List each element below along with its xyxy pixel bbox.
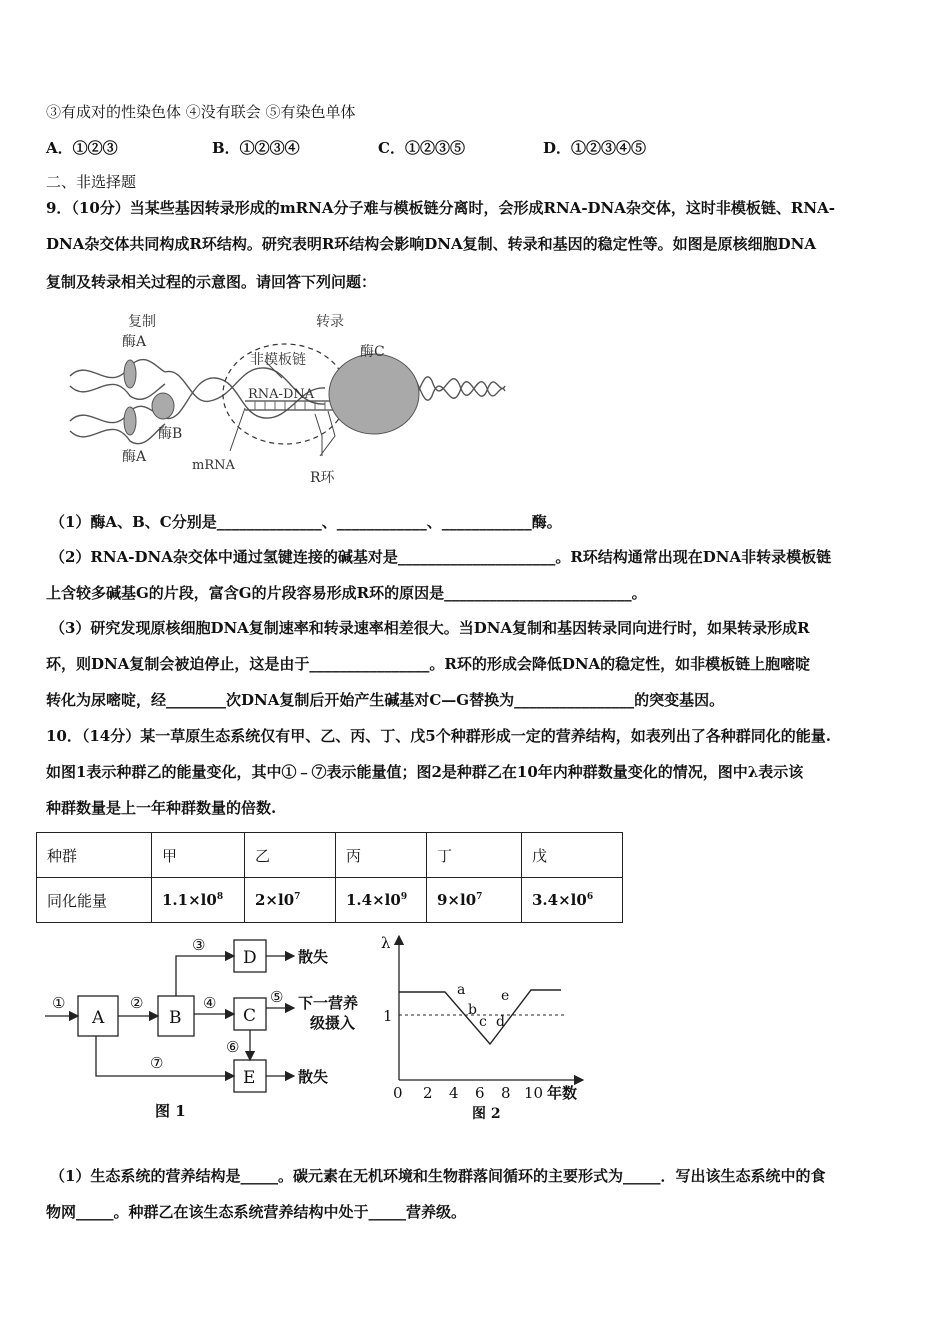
table-cell: $2\times l0^7$ [245, 878, 336, 923]
table-header-cell: 乙 [245, 833, 336, 878]
y-tick-1: 1 [383, 1007, 393, 1025]
node-e: E [243, 1068, 256, 1088]
q10-line1: 10．（14分）某一草原生态系统仅有甲、乙、丙、丁、戊5个种群形成一定的营养结构，如表列出了各种群同化的能量. [46, 727, 831, 745]
table-cell: $3.4\times l0^6$ [522, 878, 623, 923]
node-d: D [243, 948, 257, 968]
fig2-caption: 图 2 [472, 1106, 501, 1122]
fig1-caption: 图 1 [155, 1102, 186, 1120]
table-header-cell: 种群 [37, 833, 152, 878]
options-line: ③有成对的性染色体 ④没有联会 ⑤有染色单体 [46, 103, 356, 121]
label-transcription: 转录 [316, 314, 344, 330]
q9-sub2b: 上含较多碱基G的片段，富含G的片段容易形成R环的原因是_________________________。 [46, 584, 647, 602]
label-loss-d: 散失 [298, 948, 329, 966]
label-r-loop: R环 [310, 470, 335, 486]
x-tick: 10 [524, 1084, 544, 1102]
x-tick: 8 [501, 1084, 511, 1102]
point-d: d [496, 1014, 505, 1030]
x-tick: 4 [449, 1084, 459, 1102]
q9-line1: 9．（10分）当某些基因转录形成的mRNA分子难与模板链分离时，会形成RNA-DNA杂交体，这时非模板链、RNA- [46, 199, 835, 217]
lambda-chart [375, 928, 605, 1128]
q9-sub1: （1）酶A、B、C分别是______________、____________、____________酶。 [50, 513, 562, 531]
label-loss-e: 散失 [298, 1068, 329, 1086]
point-c: c [479, 1014, 487, 1030]
label-rna-dna: RNA-DNA [248, 387, 315, 402]
label-next-level-2: 级摄入 [310, 1014, 356, 1032]
x-axis-unit: 年数 [547, 1084, 578, 1102]
choice-c: C．①②③⑤ [378, 139, 465, 157]
arrow-label-4: ④ [203, 994, 217, 1012]
arrow-label-2: ② [130, 994, 144, 1012]
label-nontemplate-strand: 非模板链 [250, 352, 306, 368]
q10-line3: 种群数量是上一年种群数量的倍数. [46, 799, 277, 817]
q9-line3: 复制及转录相关过程的示意图。请回答下列问题： [46, 273, 377, 291]
energy-flow-figure [40, 928, 380, 1128]
x-tick: 6 [475, 1084, 485, 1102]
q10-line2: 如图1表示种群乙的能量变化，其中①﹣⑦表示能量值；图2是种群乙在10年内种群数量变化的情况，图中λ表示该 [46, 763, 804, 781]
label-mrna: mRNA [192, 458, 235, 473]
label-replication: 复制 [128, 314, 156, 330]
label-enzyme-b: 酶B [158, 426, 183, 442]
table-header-row [37, 833, 623, 878]
table-header-cell: 丙 [336, 833, 427, 878]
table-row [37, 878, 623, 923]
label-enzyme-a-bottom: 酶A [122, 449, 147, 465]
arrow-label-7: ⑦ [150, 1054, 164, 1072]
label-enzyme-a-top: 酶A [122, 334, 147, 350]
section-title: 二、非选择题 [46, 173, 137, 191]
choice-b: B．①②③④ [212, 139, 300, 157]
table-cell: $1.1\times l0^8$ [152, 878, 245, 923]
point-e: e [501, 988, 510, 1004]
label-next-level-1: 下一营养 [298, 994, 359, 1012]
node-b: B [169, 1008, 182, 1028]
arrow-label-3: ③ [192, 936, 206, 954]
q9-sub3c: 转化为尿嘧啶，经________次DNA复制后开始产生碱基对C—G替换为________________的突变基因。 [46, 691, 725, 709]
q10-sub1b: 物网_____。种群乙在该生态系统营养结构中处于_____营养级。 [46, 1203, 467, 1221]
table-row-label: 同化能量 [37, 878, 152, 923]
table-header-cell: 戊 [522, 833, 623, 878]
dna-figure [60, 306, 510, 496]
x-tick: 0 [393, 1084, 403, 1102]
arrow-label-1: ① [52, 994, 66, 1012]
table-header-cell: 甲 [152, 833, 245, 878]
label-enzyme-c: 酶C [360, 344, 385, 360]
arrow-label-5: ⑤ [270, 988, 284, 1006]
x-tick: 2 [423, 1084, 433, 1102]
table-header-cell: 丁 [427, 833, 522, 878]
table-cell: $1.4\times l0^9$ [336, 878, 427, 923]
point-b: b [468, 1002, 477, 1018]
choice-a: A．①②③ [46, 139, 118, 157]
node-c: C [243, 1006, 257, 1026]
q9-sub2a: （2）RNA-DNA杂交体中通过氢键连接的碱基对是_____________________。R环结构通常出现在DNA非转录模板链 [50, 548, 832, 566]
arrow-label-6: ⑥ [226, 1038, 240, 1056]
energy-table [36, 832, 623, 923]
q9-sub3a: （3）研究发现原核细胞DNA复制速率和转录速率相差很大。当DNA复制和基因转录同向进行时，如果转录形成R [50, 619, 810, 637]
q9-line2: DNA杂交体共同构成R环结构。研究表明R环结构会影响DNA复制、转录和基因的稳定性等。如图是原核细胞DNA [46, 235, 817, 253]
q9-sub3b: 环，则DNA复制会被迫停止，这是由于________________。R环的形成会降低DNA的稳定性，如非模板链上胞嘧啶 [46, 655, 811, 673]
point-a: a [457, 982, 466, 998]
choice-d: D．①②③④⑤ [543, 139, 647, 157]
y-axis-label: λ [381, 934, 391, 952]
table-cell: $9\times l0^7$ [427, 878, 522, 923]
q10-sub1a: （1）生态系统的营养结构是_____。碳元素在无机环境和生物群落间循环的主要形式为_____．写出该生态系统中的食 [50, 1167, 826, 1185]
node-a: A [92, 1008, 105, 1028]
